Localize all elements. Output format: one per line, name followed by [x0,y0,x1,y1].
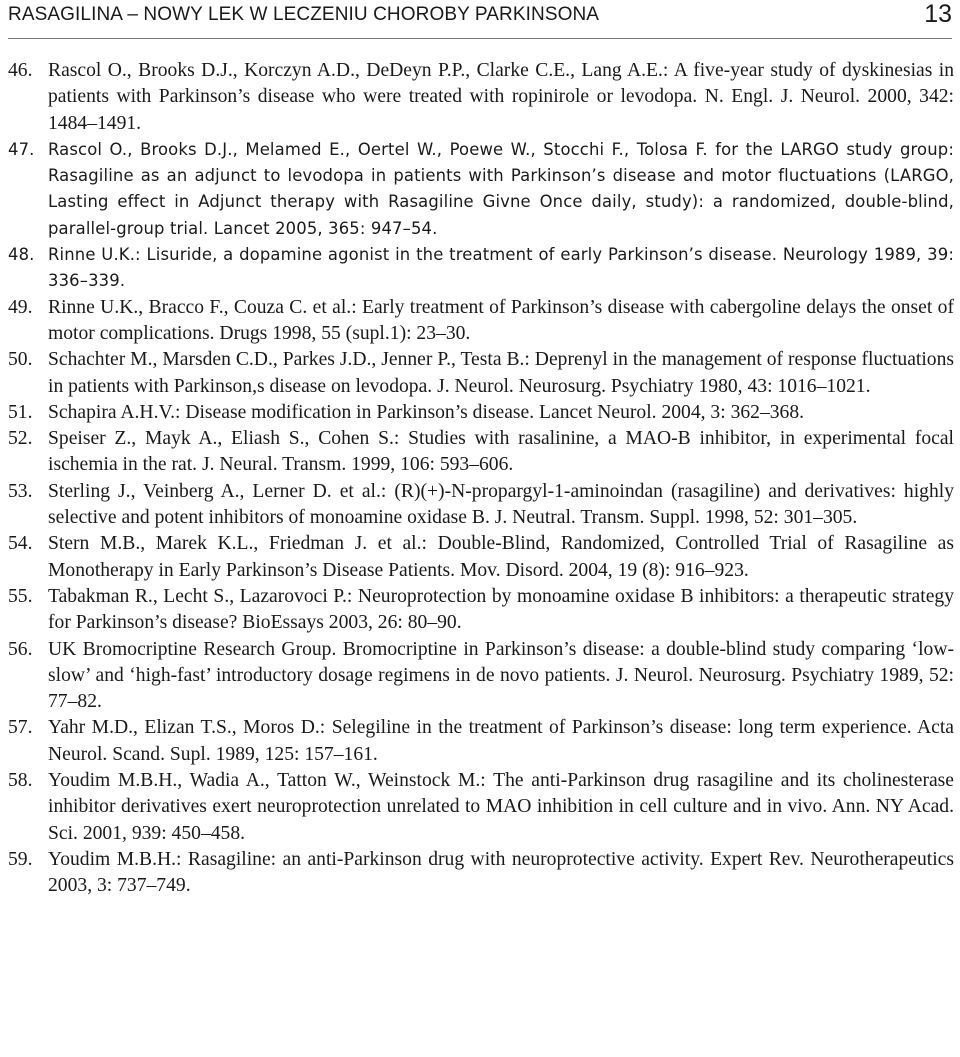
reference-number: 55. [8,585,33,607]
reference-number: 54. [8,533,33,555]
reference-item [8,137,954,242]
reference-number: 48. [8,245,35,265]
reference-text: Sterling J., Veinberg A., Lerner D. et al.: (R)(+)-N-propargyl-1-aminoindan (rasagiline) and derivatives: highly selective and potent inhibitors of monoamine oxidase B. J. Neutral. Transm. Suppl. 1998, 52: 301–305. [48,480,954,529]
reference-text: Youdim M.B.H.: Rasagiline: an anti-Parkinson drug with neuroprotective activity. Expert Rev. Neurotherapeutics 2003, 3: 737–749. [48,848,954,897]
reference-list [8,58,954,900]
reference-item [8,531,954,584]
reference-number: 47. [8,139,35,159]
reference-item [8,58,954,137]
reference-item [8,400,954,426]
reference-text: Rinne U.K., Bracco F., Couza C. et al.: Early treatment of Parkinson’s disease with cabergoline delays the onset of motor complications. Drugs 1998, 55 (supl.1): 23–30. [48,296,954,344]
reference-text: Rinne U.K.: Lisuride, a dopamine agonist in the treatment of early Parkinson’s disease. Neurology 1989, 39: 336–339. [48,245,954,291]
reference-text: Rascol O., Brooks D.J., Melamed E., Oertel W., Poewe W., Stocchi F., Tolosa F. for the LARGO study group: Rasagiline as an adjunct to levodopa in patients with Parkinson’s disease and motor fluctuations (LARGO, Lasting effect in Adjunct therapy with Rasagiline Givne Once daily, study): a randomized, double-blind, parallel-group trial. Lancet 2005, 365: 947–54. [48,139,954,238]
reference-item [8,347,954,400]
reference-item [8,479,954,532]
reference-text: Schapira A.H.V.: Disease modification in Parkinson’s disease. Lancet Neurol. 2004, 3: 362–368. [48,401,805,423]
page-number: 13 [924,0,952,28]
reference-number: 56. [8,638,33,660]
reference-text: Youdim M.B.H., Wadia A., Tatton W., Weinstock M.: The anti-Parkinson drug rasagiline and its cholinesterase inhibitor derivatives exert neuroprotection unrelated to MAO inhibition in cell culture and in vivo. Ann. NY Acad. Sci. 2001, 939: 450–458. [48,770,954,844]
reference-text: UK Bromocriptine Research Group. Bromocriptine in Parkinson’s disease: a double-blind study comparing ‘low-slow’ and ‘high-fast’ introductory dosage regimens in de novo patients. J. Neurol. Neurosurg. Psychiatry 1989, 52: 77–82. [48,638,954,713]
reference-item [8,715,954,768]
reference-item [8,426,954,479]
reference-number: 49. [8,296,33,318]
header-divider [8,38,952,39]
reference-number: 51. [8,401,33,423]
reference-number: 52. [8,428,33,450]
reference-number: 46. [8,60,33,81]
reference-text: Stern M.B., Marek K.L., Friedman J. et al.: Double-Blind, Randomized, Controlled Trial of Rasagiline as Monotherapy in Early Parkinson’s Disease Patients. Mov. Disord. 2004, 19 (8): 916–923. [48,533,954,581]
reference-number: 50. [8,349,33,371]
reference-text: Schachter M., Marsden C.D., Parkes J.D., Jenner P., Testa B.: Deprenyl in the management of response fluctuations in patients with Parkinson,s disease on levodopa. J. Neurol. Neurosurg. Psychiatry 1980, 43: 1016–1021. [48,349,954,397]
reference-number: 58. [8,770,33,792]
reference-number: 53. [8,480,33,502]
reference-text: Speiser Z., Mayk A., Eliash S., Cohen S.: Studies with rasalinine, a MAO-B inhibitor, in experimental focal ischemia in the rat. J. Neural. Transm. 1999, 106: 593–606. [48,428,954,476]
reference-text: Rascol O., Brooks D.J., Korczyn A.D., DeDeyn P.P., Clarke C.E., Lang A.E.: A five-year study of dyskinesias in patients with Parkinson’s disease who were treated with ropinirole or levodopa. N. Engl. J. Neurol. 2000, 342: 1484–1491. [48,60,954,134]
reference-item [8,847,954,900]
reference-item [8,637,954,716]
reference-item [8,768,954,847]
reference-item [8,242,954,295]
reference-text: Tabakman R., Lecht S., Lazarovoci P.: Neuroprotection by monoamine oxidase B inhibitors: a therapeutic strategy for Parkinson’s disease? BioEssays 2003, 26: 80–90. [48,585,954,634]
reference-number: 57. [8,717,33,739]
reference-item [8,584,954,637]
reference-item [8,295,954,348]
reference-text: Yahr M.D., Elizan T.S., Moros D.: Selegiline in the treatment of Parkinson’s disease: long term experience. Acta Neurol. Scand. Supl. 1989, 125: 157–161. [48,717,954,765]
running-title: RASAGILINA – NOWY LEK W LECZENIU CHOROBY PARKINSONA [8,4,600,25]
page-header [8,0,952,30]
reference-number: 59. [8,848,33,870]
